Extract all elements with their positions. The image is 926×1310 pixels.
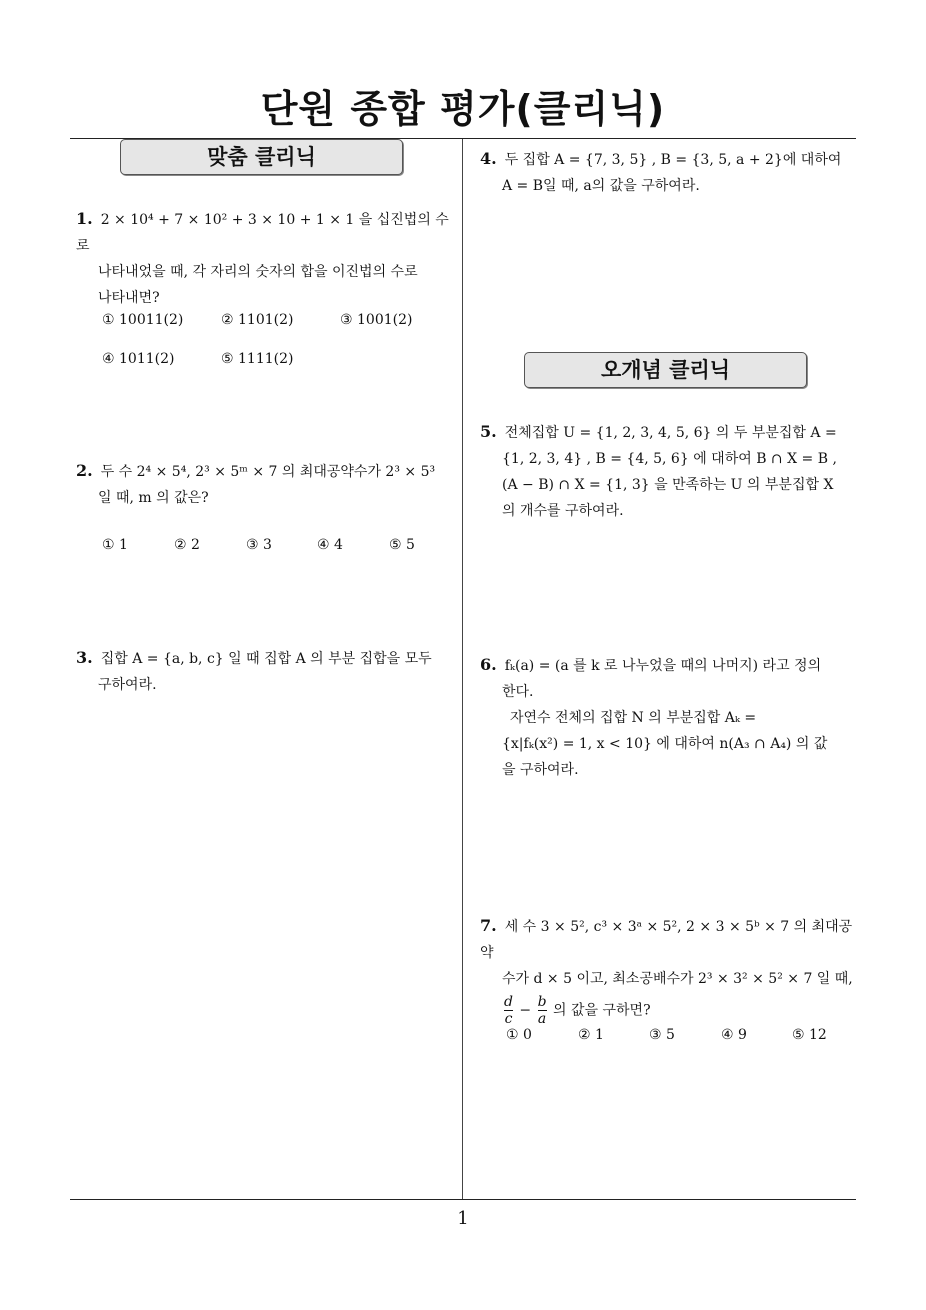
question-number: 1. [76, 209, 93, 228]
fraction-b-over-a: $\frac{b}{a}$ [537, 994, 547, 1027]
question-text-line: 을 구하여라. [502, 762, 579, 778]
question-text-line: 구하여라. [98, 677, 157, 693]
question-number: 4. [480, 149, 497, 168]
question-number: 2. [76, 461, 93, 480]
question-1 [76, 206, 458, 311]
choice-3[interactable]: ③ 5 [649, 1027, 675, 1043]
choice-5[interactable]: ⑤ 5 [389, 537, 415, 553]
question-text-line: 2 × 10⁴ + 7 × 10² + 3 × 10 + 1 × 1 을 십진법의 수로 [76, 212, 449, 254]
question-5 [480, 419, 862, 524]
question-text-line: (A − B) ∩ X = {1, 3} 을 만족하는 U 의 부분집합 X [502, 477, 834, 493]
column-divider [462, 139, 463, 1199]
choice-2[interactable]: ② 1101(2) [221, 312, 294, 328]
question-7 [480, 913, 862, 1027]
choice-1[interactable]: ① 0 [506, 1027, 532, 1043]
question-text-line: A = B일 때, a의 값을 구하여라. [502, 178, 700, 194]
question-text-line: 일 때, m 의 값은? [98, 490, 209, 506]
question-text-line: 자연수 전체의 집합 N 의 부분집합 Aₖ = [510, 710, 757, 726]
question-text-line: 전체집합 U = {1, 2, 3, 4, 5, 6} 의 두 부분집합 A = [504, 425, 837, 441]
section-header-custom-clinic: 맞춤 클리닉 [120, 139, 403, 175]
question-text-line: 두 집합 A = {7, 3, 5} , B = {3, 5, a + 2}에 대하여 [504, 152, 842, 168]
choice-2[interactable]: ② 1 [578, 1027, 604, 1043]
question-text-line: 나타내면? [98, 290, 160, 306]
choice-5[interactable]: ⑤ 1111(2) [221, 351, 294, 367]
question-text-line: 한다. [502, 684, 534, 700]
choice-3[interactable]: ③ 3 [246, 537, 272, 553]
question-text-line: 세 수 3 × 5², c³ × 3ᵃ × 5², 2 × 3 × 5ᵇ × 7 의 최대공약 [480, 919, 853, 961]
question-number: 5. [480, 422, 497, 441]
question-6 [480, 652, 862, 783]
section-header-misconception-clinic: 오개념 클리닉 [524, 352, 807, 388]
question-3 [76, 645, 458, 698]
question-number: 7. [480, 916, 497, 935]
question-text-line: 집합 A = {a, b, c} 일 때 집합 A 의 부분 집합을 모두 [100, 651, 432, 667]
question-text-line: $\frac{d}{c}$ − $\frac{b}{a}$ 의 값을 구하면? [504, 994, 651, 1027]
page-number: 1 [457, 1208, 469, 1229]
bottom-rule [70, 1199, 856, 1200]
choice-4[interactable]: ④ 1011(2) [102, 351, 175, 367]
question-text-line: 수가 d × 5 이고, 최소공배수가 2³ × 3² × 5² × 7 일 때, [502, 971, 853, 987]
choice-2[interactable]: ② 2 [174, 537, 200, 553]
question-2 [76, 458, 458, 511]
question-text-line: 나타내었을 때, 각 자리의 숫자의 합을 이진법의 수로 [98, 264, 418, 280]
question-number: 3. [76, 648, 93, 667]
question-text-line: 두 수 2⁴ × 5⁴, 2³ × 5ᵐ × 7 의 최대공약수가 2³ × 5³ [100, 464, 436, 480]
choice-1[interactable]: ① 10011(2) [102, 312, 184, 328]
question-4 [480, 146, 862, 199]
choice-4[interactable]: ④ 4 [317, 537, 343, 553]
question-number: 6. [480, 655, 497, 674]
fraction-d-over-c: $\frac{d}{c}$ [504, 994, 513, 1027]
question-text-line: 의 개수를 구하여라. [502, 503, 624, 519]
choice-4[interactable]: ④ 9 [721, 1027, 747, 1043]
page-title: 단원 종합 평가(클리닉) [260, 87, 666, 131]
question-text-line: fₖ(a) = (a 를 k 로 나누었을 때의 나머지) 라고 정의 [504, 658, 822, 674]
choice-3[interactable]: ③ 1001(2) [340, 312, 413, 328]
question-text-line: {1, 2, 3, 4} , B = {4, 5, 6} 에 대하여 B ∩ X = B , [502, 451, 837, 467]
choice-1[interactable]: ① 1 [102, 537, 128, 553]
choice-5[interactable]: ⑤ 12 [792, 1027, 827, 1043]
question-text-line: {x|fₖ(x²) = 1, x < 10} 에 대하여 n(A₃ ∩ A₄) 의 값 [502, 736, 828, 752]
